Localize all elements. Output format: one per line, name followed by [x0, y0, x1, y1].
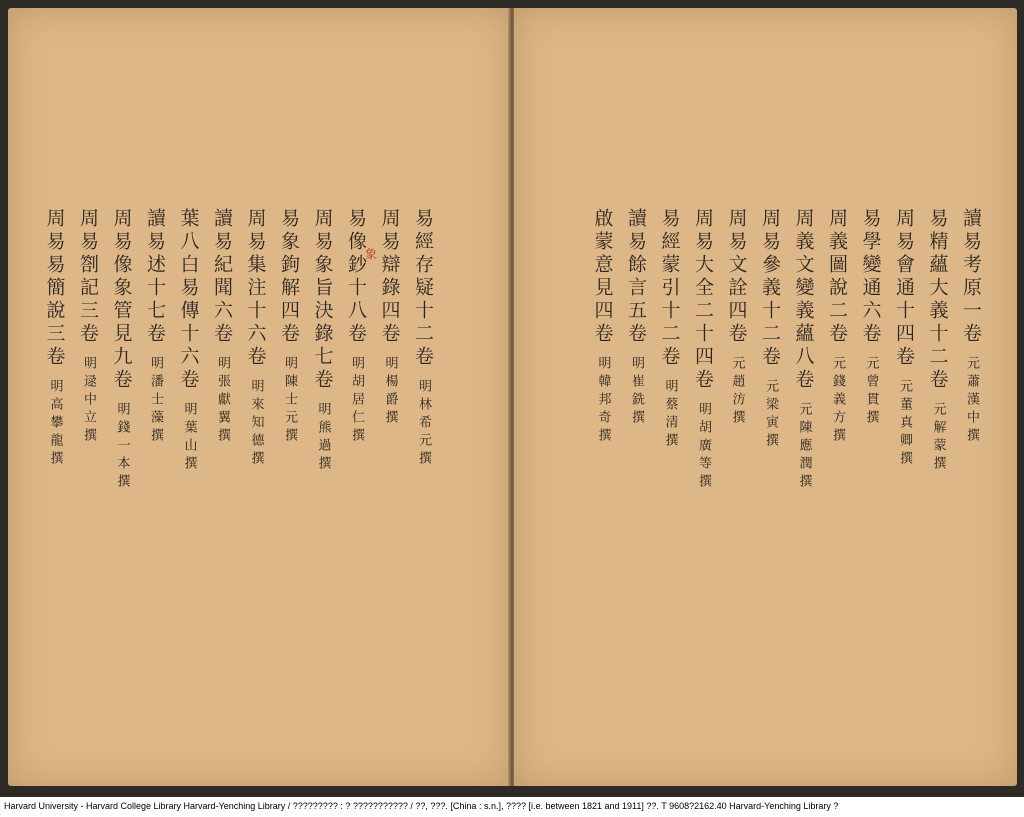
book-author: 元解蒙撰 [930, 402, 946, 474]
right-page-column [692, 208, 714, 492]
book-author: 元曾貫撰 [863, 356, 879, 428]
right-page-column [826, 208, 848, 446]
book-author: 元董真卿撰 [897, 379, 912, 469]
right-page-column [759, 208, 781, 451]
right-page-column [592, 208, 614, 446]
book-author: 元蕭漢中撰 [964, 356, 979, 446]
book-author: 明陳士元撰 [282, 356, 297, 446]
left-page-column [278, 208, 300, 446]
book-title: 葉八白易傳十六卷 [177, 208, 200, 392]
book-title: 周易易簡說三卷 [43, 208, 66, 369]
book-author: 明來知德撰 [248, 379, 264, 469]
book-author: 明張獻翼撰 [215, 356, 230, 446]
left-page-column [379, 208, 401, 428]
left-page-column [144, 208, 166, 446]
book-author: 明胡廣等撰 [696, 402, 711, 492]
left-page-column [211, 208, 233, 446]
left-page-column [111, 208, 133, 492]
book-title: 周義圖說二卷 [826, 208, 848, 346]
book-title: 周義文變義蘊八卷 [792, 208, 815, 392]
left-page-column [77, 208, 99, 446]
book-title: 讀易紀聞六卷 [211, 208, 233, 346]
book-author: 明潘士藻撰 [148, 356, 163, 446]
right-page-column [726, 208, 748, 428]
book-author: 明逯中立撰 [81, 356, 96, 446]
red-seal-mark: 象 [365, 247, 378, 261]
book-title: 讀易餘言五卷 [625, 208, 647, 346]
catalog-caption: Harvard University - Harvard College Library Harvard-Yenching Library / ????????? : ? ??????????? / ??, ???. [China : s.n.], ???? [i.e. between 1821 and 1911] ??. T 9608?2162.40 Harvard-Yenching Library ? [4, 801, 839, 811]
book-author: 元錢義方撰 [830, 356, 845, 446]
book-title: 啟蒙意見四卷 [591, 208, 614, 346]
book-title: 周易象旨決錄七卷 [311, 208, 334, 392]
book-author: 明高攀龍撰 [47, 379, 63, 469]
left-page-column [245, 208, 267, 469]
right-page-column [625, 208, 647, 428]
left-page-column [345, 208, 367, 446]
right-page-column [793, 208, 815, 492]
book-title: 周易會通十四卷 [893, 208, 915, 369]
book-title: 周易集注十六卷 [244, 208, 267, 369]
book-title: 周易劄記三卷 [77, 208, 99, 346]
book-title: 周易大全二十四卷 [692, 208, 714, 392]
book-title: 周易像象管見九卷 [110, 208, 133, 392]
book-title: 周易參義十二卷 [759, 208, 781, 369]
left-page-column [412, 208, 434, 469]
right-page-column [960, 208, 982, 446]
book-title: 周易辯錄四卷 [378, 208, 401, 346]
book-author: 明林希元撰 [416, 379, 431, 469]
book-title: 易像鈔十八卷 [345, 208, 367, 346]
book-title: 易學變通六卷 [859, 208, 882, 346]
left-page-column [44, 208, 66, 469]
book-title: 易經蒙引十二卷 [658, 208, 681, 369]
book-author: 元趙汸撰 [729, 356, 745, 428]
book-title: 易象鉤解四卷 [278, 208, 300, 346]
book-author: 明熊過撰 [315, 402, 331, 474]
book-title: 易經存疑十二卷 [412, 208, 434, 369]
left-page-column [178, 208, 200, 474]
right-page-column [659, 208, 681, 451]
book-author: 明楊爵撰 [382, 356, 398, 428]
right-page-column [927, 208, 949, 474]
right-page-column [893, 208, 915, 469]
book-author: 明錢一本撰 [114, 402, 130, 492]
book-author: 元梁寅撰 [763, 379, 778, 451]
book-author: 明胡居仁撰 [349, 356, 364, 446]
book-author: 明葉山撰 [181, 402, 197, 474]
book-title: 讀易考原一卷 [960, 208, 982, 346]
book-title: 讀易述十七卷 [144, 208, 166, 346]
book-title: 易精蘊大義十二卷 [926, 208, 949, 392]
book-author: 明蔡清撰 [662, 379, 678, 451]
book-author: 明崔銑撰 [629, 356, 644, 428]
book-title: 周易文詮四卷 [725, 208, 748, 346]
book-author: 明韓邦奇撰 [595, 356, 611, 446]
right-page-column [860, 208, 882, 428]
book-author: 元陳應潤撰 [796, 402, 812, 492]
left-page-column [312, 208, 334, 474]
